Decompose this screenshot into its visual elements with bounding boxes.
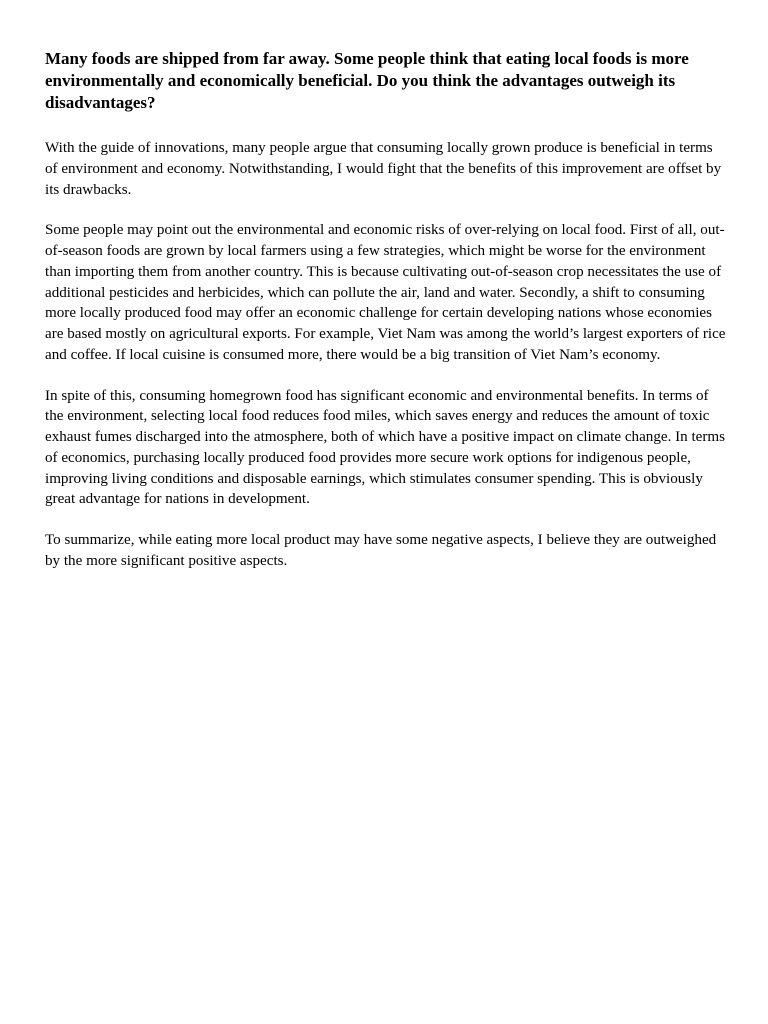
disadvantages-paragraph: Some people may point out the environmental and economic risks of over-relying on local food. First of all, out-of-season foods are grown by local farmers using a few strategies, which might be worse for the environment than importing them from another country. This is because cultivating out-of-season crop necessitates the use of additional pesticides and herbicides, which can pollute the air, land and water. Secondly, a shift to consuming more locally produced food may offer an economic challenge for certain developing nations whose economies are based mostly on agricultural exports. For example, Viet Nam was among the world’s largest exporters of rice and coffee. If local cuisine is consumed more, there would be a big transition of Viet Nam’s economy. (45, 222, 726, 363)
essay-body (45, 138, 727, 572)
essay-question: Many foods are shipped from far away. Some people think that eating local foods is more environmentally and economically beneficial. Do you think the advantages outweigh its disadvantages? (45, 49, 689, 112)
advantages-paragraph: In spite of this, consuming homegrown food has significant economic and environmental benefits. In terms of the environment, selecting local food reduces food miles, which saves energy and reduces the amount of toxic exhaust fumes discharged into the atmosphere, both of which have a positive impact on climate change. In terms of economics, purchasing locally produced food provides more secure work options for indigenous people, improving living conditions and disposable earnings, which stimulates consumer spending. This is obviously great advantage for nations in development. (45, 387, 725, 508)
conclusion-paragraph: To summarize, while eating more local product may have some negative aspects, I believe they are outweighed by the more significant positive aspects. (45, 532, 717, 569)
introduction-paragraph: With the guide of innovations, many people argue that consuming locally grown produce is beneficial in terms of environment and economy. Notwithstanding, I would fight that the benefits of this improvement are offset by its drawbacks. (45, 140, 722, 198)
document-page (45, 48, 727, 592)
